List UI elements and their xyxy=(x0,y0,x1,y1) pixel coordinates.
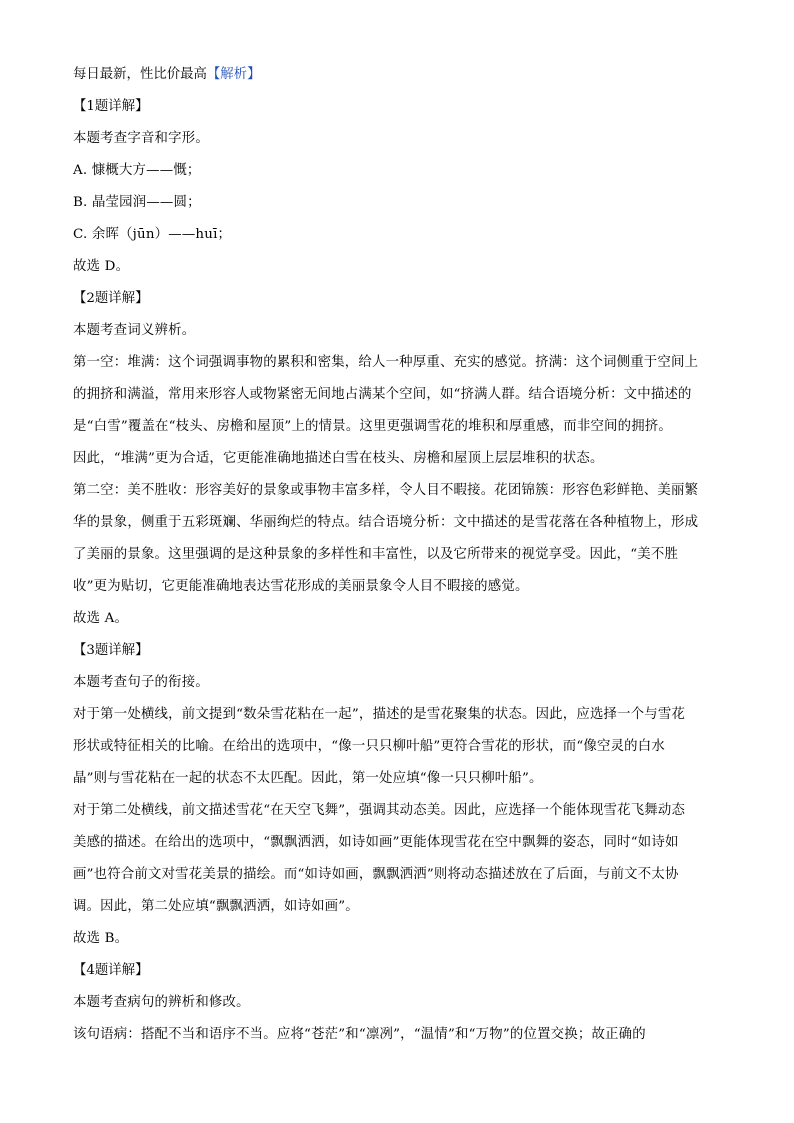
question-3-section xyxy=(73,640,723,950)
text-line: A. 慷概大方——慨； xyxy=(73,163,201,178)
option-b xyxy=(73,192,723,214)
question-4-explanation xyxy=(73,1024,723,1046)
text-line: 对于第一处横线，前文提到“数朵雪花粘在一起”，描述的是雪花聚集的状态。因此，应选择一个与雪花 xyxy=(73,707,686,722)
text-line: 本题考查字音和字形。 xyxy=(73,131,209,146)
question-3-answer xyxy=(73,928,723,950)
question-3-blank-1-paragraph xyxy=(73,704,723,790)
text-line: 第一空：堆满：这个词强调事物的累积和密集，给人一种厚重、充实的感觉。挤满：这个词侧重于空间上 xyxy=(73,355,699,370)
question-2-blank-2-paragraph xyxy=(73,480,723,598)
text-line: 本题考查词义辨析。 xyxy=(73,323,196,338)
question-3-heading: 【3题详解】 xyxy=(73,643,149,658)
question-2-answer xyxy=(73,608,723,630)
text-line: 本题考查病句的辨析和修改。 xyxy=(73,995,250,1010)
question-3-intro xyxy=(73,672,723,694)
text-line: 画”也符合前文对雪花美景的描绘。而“如诗如画，飘飘洒洒”则将动态描述放在了后面，与前文不太协 xyxy=(73,867,679,882)
option-c xyxy=(73,224,723,246)
text-line: 形状或特征相关的比喻。在给出的选项中，“像一只只柳叶船”更符合雪花的形状，而“像空灵的白水 xyxy=(73,739,665,754)
text-line: 了美丽的景象。这里强调的是这种景象的多样性和丰富性，以及它所带来的视觉享受。因此，“美不胜 xyxy=(73,547,679,562)
question-2-intro xyxy=(73,320,723,342)
document-header xyxy=(73,64,723,86)
analysis-tag: 【解析】 xyxy=(206,67,261,82)
text-line: 第二空：美不胜收：形容美好的景象或事物丰富多样，令人目不暇接。花团锦簇：形容色彩鲜艳、美丽繁 xyxy=(73,483,699,498)
question-2-blank-1-paragraph xyxy=(73,352,723,470)
question-1-section xyxy=(73,96,723,278)
text-line: 收”更为贴切，它更能准确地表达雪花形成的美丽景象令人目不暇接的感觉。 xyxy=(73,579,529,594)
text-line: 美感的描述。在给出的选项中，“飘飘洒洒，如诗如画”更能体现雪花在空中飘舞的姿态，同时“如诗如 xyxy=(73,835,679,850)
text-line: 对于第二处横线，前文描述雪花“在天空飞舞”，强调其动态美。因此，应选择一个能体现雪花飞舞动态 xyxy=(73,803,686,818)
text-line: 因此，“堆满”更为合适，它更能准确地描述白雪在枝头、房檐和屋顶上层层堆积的状态。 xyxy=(73,451,604,466)
option-a xyxy=(73,160,723,182)
document-content xyxy=(73,64,723,1056)
header-prefix: 每日最新，性比价最高 xyxy=(73,67,207,82)
text-line: 调。因此，第二处应填“飘飘洒洒，如诗如画”。 xyxy=(73,899,359,914)
text-line: 该句语病：搭配不当和语序不当。应将“苍茫”和“凛冽”，“温情”和“万物”的位置交换；故正确的 xyxy=(73,1027,646,1042)
question-4-intro xyxy=(73,992,723,1014)
text-line: 是“白雪”覆盖在“枝头、房檐和屋顶”上的情景。这里更强调雪花的堆积和厚重感，而非空间的拥挤。 xyxy=(73,419,672,434)
text-line: 本题考查句子的衔接。 xyxy=(73,675,209,690)
text-line: 的拥挤和满溢，常用来形容人或物紧密无间地占满某个空间，如“挤满人群。结合语境分析：文中描述的 xyxy=(73,387,692,402)
question-4-section xyxy=(73,960,723,1046)
text-line: 故选 D。 xyxy=(73,259,130,274)
question-2-heading: 【2题详解】 xyxy=(73,291,149,306)
question-2-section xyxy=(73,288,723,630)
question-1-answer xyxy=(73,256,723,278)
text-line: B. 晶莹园润——圆； xyxy=(73,195,201,210)
text-line: C. 余晖（jūn）——huī； xyxy=(73,227,232,242)
question-1-intro xyxy=(73,128,723,150)
text-line: 故选 B。 xyxy=(73,931,129,946)
text-line: 晶”则与雪花粘在一起的状态不太匹配。因此，第一处应填“像一只只柳叶船”。 xyxy=(73,771,543,786)
question-4-heading: 【4题详解】 xyxy=(73,963,149,978)
text-line: 华的景象，侧重于五彩斑斓、华丽绚烂的特点。结合语境分析：文中描述的是雪花落在各种植物上，形成 xyxy=(73,515,699,530)
question-3-blank-2-paragraph xyxy=(73,800,723,918)
text-line: 故选 A。 xyxy=(73,611,129,626)
question-1-heading: 【1题详解】 xyxy=(73,99,149,114)
